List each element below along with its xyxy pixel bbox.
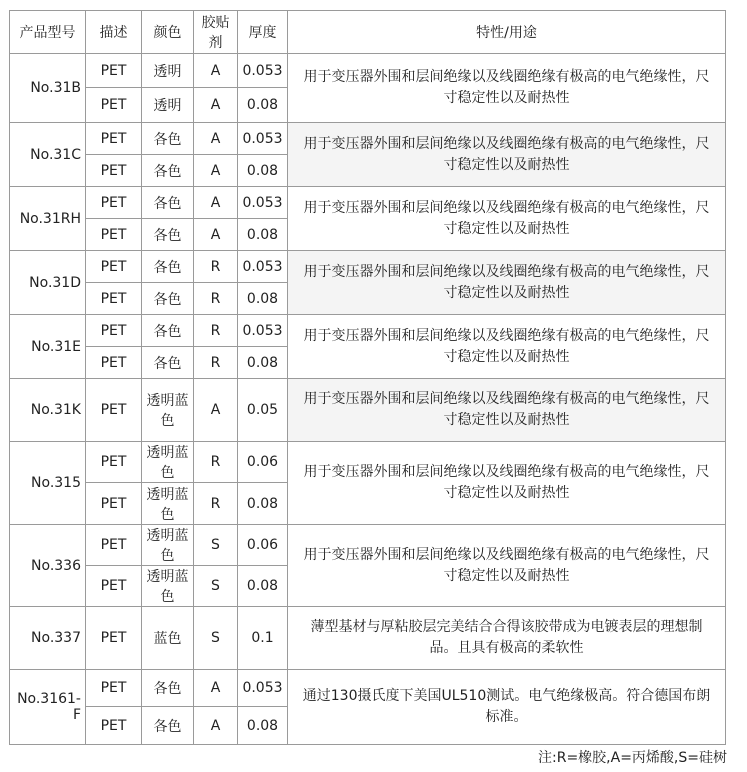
product-spec-table — [9, 10, 726, 745]
adhesive-cell: A — [194, 88, 238, 123]
table-row — [10, 251, 726, 283]
color-cell: 各色 — [142, 123, 194, 155]
desc-cell: PET — [86, 566, 142, 607]
model-cell: No.31K — [10, 379, 86, 442]
color-cell: 透明蓝色 — [142, 483, 194, 525]
thickness-cell: 0.08 — [238, 155, 288, 187]
table-row — [10, 442, 726, 483]
adhesive-cell: A — [194, 187, 238, 219]
table-row — [10, 670, 726, 707]
desc-cell: PET — [86, 251, 142, 283]
model-cell: No.31RH — [10, 187, 86, 251]
thickness-cell: 0.08 — [238, 219, 288, 251]
table-row — [10, 315, 726, 347]
thickness-cell: 0.05 — [238, 379, 288, 442]
desc-cell: PET — [86, 525, 142, 566]
thickness-cell: 0.08 — [238, 347, 288, 379]
adhesive-cell: A — [194, 379, 238, 442]
model-cell: No.31C — [10, 123, 86, 187]
thickness-cell: 0.08 — [238, 566, 288, 607]
usage-cell: 通过130摄氏度下美国UL510测试。电气绝缘极高。符合德国布朗标准。 — [288, 670, 726, 745]
color-cell: 各色 — [142, 251, 194, 283]
desc-cell: PET — [86, 219, 142, 251]
table-row — [10, 379, 726, 442]
thickness-cell: 0.053 — [238, 315, 288, 347]
color-cell: 各色 — [142, 155, 194, 187]
table-row — [10, 123, 726, 155]
adhesive-cell: R — [194, 315, 238, 347]
desc-cell: PET — [86, 54, 142, 88]
color-cell: 透明蓝色 — [142, 379, 194, 442]
desc-cell: PET — [86, 379, 142, 442]
header-description: 描述 — [86, 11, 142, 54]
color-cell: 各色 — [142, 283, 194, 315]
usage-cell: 用于变压器外围和层间绝缘以及线圈绝缘有极高的电气绝缘性，尺寸稳定性以及耐热性 — [288, 379, 726, 442]
thickness-cell: 0.06 — [238, 525, 288, 566]
color-cell: 透明蓝色 — [142, 566, 194, 607]
thickness-cell: 0.053 — [238, 54, 288, 88]
usage-cell: 用于变压器外围和层间绝缘以及线圈绝缘有极高的电气绝缘性，尺寸稳定性以及耐热性 — [288, 442, 726, 525]
usage-cell: 用于变压器外围和层间绝缘以及线圈绝缘有极高的电气绝缘性，尺寸稳定性以及耐热性 — [288, 315, 726, 379]
header-adhesive: 胶贴剂 — [194, 11, 238, 54]
color-cell: 各色 — [142, 347, 194, 379]
usage-cell: 用于变压器外围和层间绝缘以及线圈绝缘有极高的电气绝缘性，尺寸稳定性以及耐热性 — [288, 54, 726, 123]
usage-cell: 用于变压器外围和层间绝缘以及线圈绝缘有极高的电气绝缘性，尺寸稳定性以及耐热性 — [288, 123, 726, 187]
color-cell: 各色 — [142, 219, 194, 251]
table-row — [10, 525, 726, 566]
header-thickness: 厚度 — [238, 11, 288, 54]
adhesive-cell: S — [194, 607, 238, 670]
thickness-cell: 0.053 — [238, 187, 288, 219]
color-cell: 透明 — [142, 54, 194, 88]
adhesive-cell: S — [194, 525, 238, 566]
adhesive-cell: A — [194, 123, 238, 155]
desc-cell: PET — [86, 283, 142, 315]
desc-cell: PET — [86, 347, 142, 379]
table-row — [10, 54, 726, 88]
adhesive-cell: R — [194, 347, 238, 379]
adhesive-cell: A — [194, 54, 238, 88]
thickness-cell: 0.06 — [238, 442, 288, 483]
model-cell: No.337 — [10, 607, 86, 670]
model-cell: No.31B — [10, 54, 86, 123]
usage-cell: 用于变压器外围和层间绝缘以及线圈绝缘有极高的电气绝缘性，尺寸稳定性以及耐热性 — [288, 187, 726, 251]
color-cell: 各色 — [142, 315, 194, 347]
color-cell: 各色 — [142, 187, 194, 219]
desc-cell: PET — [86, 707, 142, 745]
desc-cell: PET — [86, 483, 142, 525]
desc-cell: PET — [86, 315, 142, 347]
thickness-cell: 0.053 — [238, 123, 288, 155]
color-cell: 透明蓝色 — [142, 525, 194, 566]
header-model: 产品型号 — [10, 11, 86, 54]
desc-cell: PET — [86, 607, 142, 670]
desc-cell: PET — [86, 187, 142, 219]
color-cell: 蓝色 — [142, 607, 194, 670]
adhesive-cell: A — [194, 219, 238, 251]
model-cell: No.336 — [10, 525, 86, 607]
thickness-cell: 0.08 — [238, 483, 288, 525]
usage-cell: 薄型基材与厚粘胶层完美结合合得该胶带成为电镀表层的理想制品。且具有极高的柔软性 — [288, 607, 726, 670]
legend-note: 注:R=橡胶,A=丙烯酸,S=硅树 — [538, 750, 727, 766]
thickness-cell: 0.08 — [238, 707, 288, 745]
header-color: 颜色 — [142, 11, 194, 54]
desc-cell: PET — [86, 123, 142, 155]
adhesive-cell: R — [194, 251, 238, 283]
model-cell: No.31D — [10, 251, 86, 315]
usage-cell: 用于变压器外围和层间绝缘以及线圈绝缘有极高的电气绝缘性，尺寸稳定性以及耐热性 — [288, 525, 726, 607]
adhesive-cell: R — [194, 283, 238, 315]
desc-cell: PET — [86, 155, 142, 187]
adhesive-cell: R — [194, 483, 238, 525]
adhesive-cell: A — [194, 155, 238, 187]
model-cell: No.315 — [10, 442, 86, 525]
desc-cell: PET — [86, 670, 142, 707]
usage-cell: 用于变压器外围和层间绝缘以及线圈绝缘有极高的电气绝缘性，尺寸稳定性以及耐热性 — [288, 251, 726, 315]
color-cell: 透明蓝色 — [142, 442, 194, 483]
thickness-cell: 0.1 — [238, 607, 288, 670]
table-row — [10, 187, 726, 219]
adhesive-cell: A — [194, 670, 238, 707]
thickness-cell: 0.053 — [238, 251, 288, 283]
color-cell: 各色 — [142, 670, 194, 707]
thickness-cell: 0.08 — [238, 88, 288, 123]
header-row — [10, 11, 726, 54]
thickness-cell: 0.053 — [238, 670, 288, 707]
color-cell: 各色 — [142, 707, 194, 745]
desc-cell: PET — [86, 442, 142, 483]
desc-cell: PET — [86, 88, 142, 123]
adhesive-cell: A — [194, 707, 238, 745]
model-cell: No.3161-F — [10, 670, 86, 745]
header-usage: 特性/用途 — [288, 11, 726, 54]
adhesive-cell: S — [194, 566, 238, 607]
table-row — [10, 607, 726, 670]
thickness-cell: 0.08 — [238, 283, 288, 315]
adhesive-cell: R — [194, 442, 238, 483]
model-cell: No.31E — [10, 315, 86, 379]
color-cell: 透明 — [142, 88, 194, 123]
